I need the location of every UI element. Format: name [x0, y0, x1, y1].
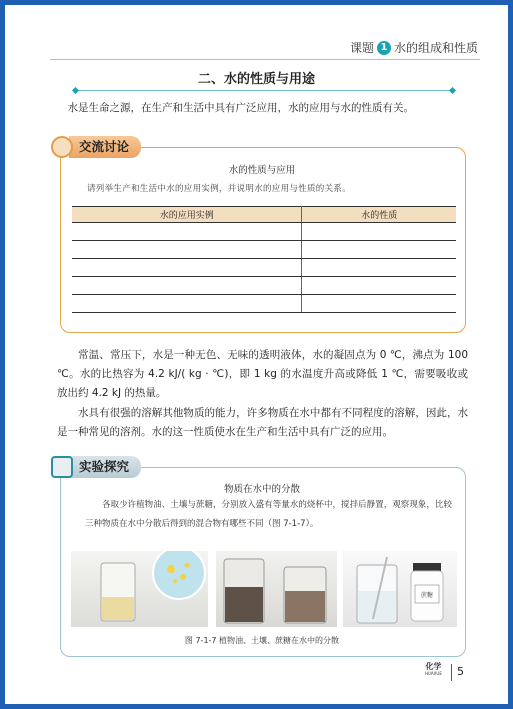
experiment-tag: [51, 456, 141, 478]
table-header-cell: 水的性质: [302, 207, 456, 223]
soil-beaker-illustration: [216, 551, 337, 627]
table-cell: [302, 295, 456, 313]
header-divider: [50, 59, 480, 60]
soil-beaker-photo: [216, 551, 337, 627]
table-cell: [72, 295, 302, 313]
experiment-tag-label: 实验探究: [69, 456, 141, 478]
discussion-instruction: 请列举生产和生活中水的应用实例，并说明水的应用与性质的关系。: [87, 184, 352, 194]
oil-beaker-illustration: [71, 551, 208, 627]
page-number: 5: [457, 665, 464, 678]
table-row: [72, 259, 456, 277]
logo-subtext: HUAXUE: [425, 671, 442, 676]
chemistry-logo: [425, 662, 442, 676]
table-header-row: [72, 207, 456, 223]
table-title: 水的性质与应用: [228, 165, 296, 176]
table-cell: [72, 259, 302, 277]
table-cell: [302, 223, 456, 241]
title-divider: [75, 90, 453, 91]
body-paragraph: 常温、常压下，水是一种无色、无味的透明液体，水的凝固点为 0 ℃，沸点为 100 ℃。水的比热容为 4.2 kJ/( kg · ℃)，即 1 kg 的水温度升高或降低 1 ℃，需要吸收或放出约 4.2 kJ 的热量。: [57, 349, 468, 399]
oil-beaker-photo: [71, 551, 208, 627]
section-title: 二、水的性质与用途: [197, 72, 315, 87]
table-row: [72, 295, 456, 313]
discussion-people-icon: [51, 136, 73, 158]
table-row: [72, 277, 456, 295]
body-paragraph: 水具有很强的溶解其他物质的能力，许多物质在水中都有不同程度的溶解，因此，水是一种常见的溶剂。水的这一性质使水在生产和生活中具有广泛的应用。: [57, 407, 468, 438]
lesson-prefix: 课题: [349, 41, 374, 55]
lesson-header: [350, 39, 478, 56]
jar-label: 蔗糖: [420, 592, 434, 599]
discussion-tag-label: 交流讨论: [69, 136, 141, 158]
sugar-beaker-illustration: [343, 551, 457, 627]
footer-divider: [451, 664, 452, 681]
lesson-title: 水的组成和性质: [393, 41, 478, 55]
lesson-number-badge: 1: [377, 41, 391, 55]
logo-text: 化学: [425, 662, 442, 671]
table-cell: [72, 241, 302, 259]
properties-table: [72, 206, 456, 313]
table-cell: [72, 277, 302, 295]
intro-paragraph: 水是生命之源，在生产和生活中具有广泛应用，水的应用与水的性质有关。: [67, 102, 414, 114]
figure-caption: 图 7-1-7 植物油、土壤、蔗糖在水中的分散: [184, 636, 340, 645]
experiment-text: 各取少许植物油、土壤与蔗糖，分别放入盛有等量水的烧杯中，搅拌后静置，观察现象，比较三种物质在水中分散后得到的混合物有哪些不同（图 7-1-7）。: [85, 500, 452, 529]
table-cell: [302, 241, 456, 259]
experiment-title: 物质在水中的分散: [223, 484, 300, 495]
textbook-page: [5, 5, 508, 704]
table-row: [72, 241, 456, 259]
table-cell: [302, 259, 456, 277]
table-cell: [72, 223, 302, 241]
test-tubes-icon: [51, 456, 73, 478]
table-header-cell: 水的应用实例: [72, 207, 302, 223]
table-row: [72, 223, 456, 241]
discussion-tag: [51, 136, 141, 158]
sugar-beaker-photo: [343, 551, 457, 627]
table-cell: [302, 277, 456, 295]
